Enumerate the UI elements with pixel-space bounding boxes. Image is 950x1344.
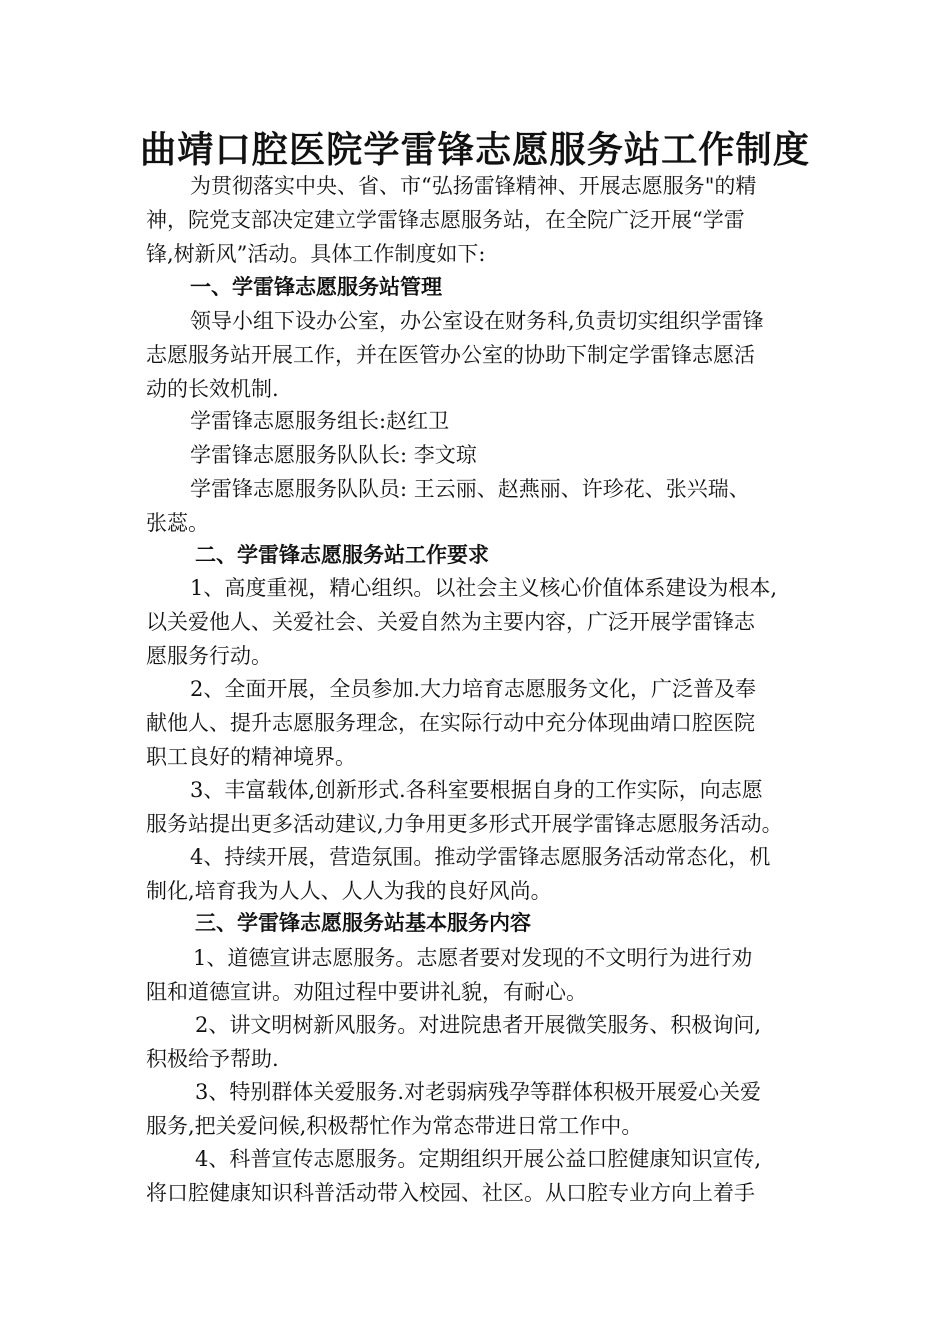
section-heading-2: 二、学雷锋志愿服务站工作要求 bbox=[195, 543, 489, 567]
text-line: 4、科普宣传志愿服务。定期组织开展公益口腔健康知识宣传, bbox=[195, 1147, 762, 1171]
text-line: 锋,树新风”活动。具体工作制度如下: bbox=[146, 242, 486, 266]
text-line: 志愿服务站开展工作，并在医管办公室的协助下制定学雷锋志愿活 bbox=[146, 343, 755, 367]
text-line: 制化,培育我为人人、人人为我的良好风尚。 bbox=[146, 879, 552, 903]
text-line: 积极给予帮助. bbox=[146, 1047, 279, 1071]
text-line: 张蕊。 bbox=[146, 511, 209, 535]
section-heading-1: 一、学雷锋志愿服务站管理 bbox=[190, 275, 442, 299]
text-line: 4、持续开展，营造氛围。推动学雷锋志愿服务活动常态化，机 bbox=[190, 845, 771, 869]
text-line: 3、丰富载体,创新形式.各科室要根据自身的工作实际，向志愿 bbox=[190, 778, 763, 802]
text-line: 1、高度重视，精心组织。以社会主义核心价值体系建设为根本, bbox=[190, 576, 778, 600]
document-title: 曲靖口腔医院学雷锋志愿服务站工作制度 bbox=[140, 128, 810, 171]
text-line: 服务站提出更多活动建议,力争用更多形式开展学雷锋志愿服务活动。 bbox=[146, 812, 783, 836]
text-line: 领导小组下设办公室，办公室设在财务科,负责切实组织学雷锋 bbox=[190, 309, 764, 333]
text-line: 愿服务行动。 bbox=[146, 644, 272, 668]
section-heading-3: 三、学雷锋志愿服务站基本服务内容 bbox=[195, 911, 531, 935]
text-line: 职工良好的精神境界。 bbox=[146, 745, 356, 769]
text-line: 献他人、提升志愿服务理念，在实际行动中充分体现曲靖口腔医院 bbox=[146, 711, 755, 735]
text-line: 将口腔健康知识科普活动带入校园、社区。从口腔专业方向上着手 bbox=[146, 1181, 755, 1205]
text-line: 1、道德宣讲志愿服务。志愿者要对发现的不文明行为进行劝 bbox=[193, 946, 753, 970]
text-line: 服务,把关爱问候,积极帮忙作为常态带进日常工作中。 bbox=[146, 1114, 643, 1138]
team-captain-line: 学雷锋志愿服务队队长: 李文琼 bbox=[190, 443, 477, 467]
group-leader-line: 学雷锋志愿服务组长:赵红卫 bbox=[190, 409, 450, 433]
text-line: 学雷锋志愿服务队队员: 王云丽、赵燕丽、许珍花、张兴瑞、 bbox=[190, 477, 750, 501]
text-line: 2、全面开展，全员参加.大力培育志愿服务文化，广泛普及奉 bbox=[190, 677, 757, 701]
text-line: 动的长效机制. bbox=[146, 377, 279, 401]
text-line: 2、讲文明树新风服务。对进院患者开展微笑服务、积极询问, bbox=[195, 1013, 762, 1037]
text-line: 为贯彻落实中央、省、市“弘扬雷锋精神、开展志愿服务"的精 bbox=[190, 174, 757, 198]
text-line: 阻和道德宣讲。劝阻过程中要讲礼貌，有耐心。 bbox=[146, 980, 587, 1004]
text-line: 以关爱他人、关爱社会、关爱自然为主要内容，广泛开展学雷锋志 bbox=[146, 610, 755, 634]
text-line: 3、特别群体关爱服务.对老弱病残孕等群体积极开展爱心关爱 bbox=[195, 1080, 762, 1104]
text-line: 神，院党支部决定建立学雷锋志愿服务站，在全院广泛开展“学雷 bbox=[146, 208, 745, 232]
